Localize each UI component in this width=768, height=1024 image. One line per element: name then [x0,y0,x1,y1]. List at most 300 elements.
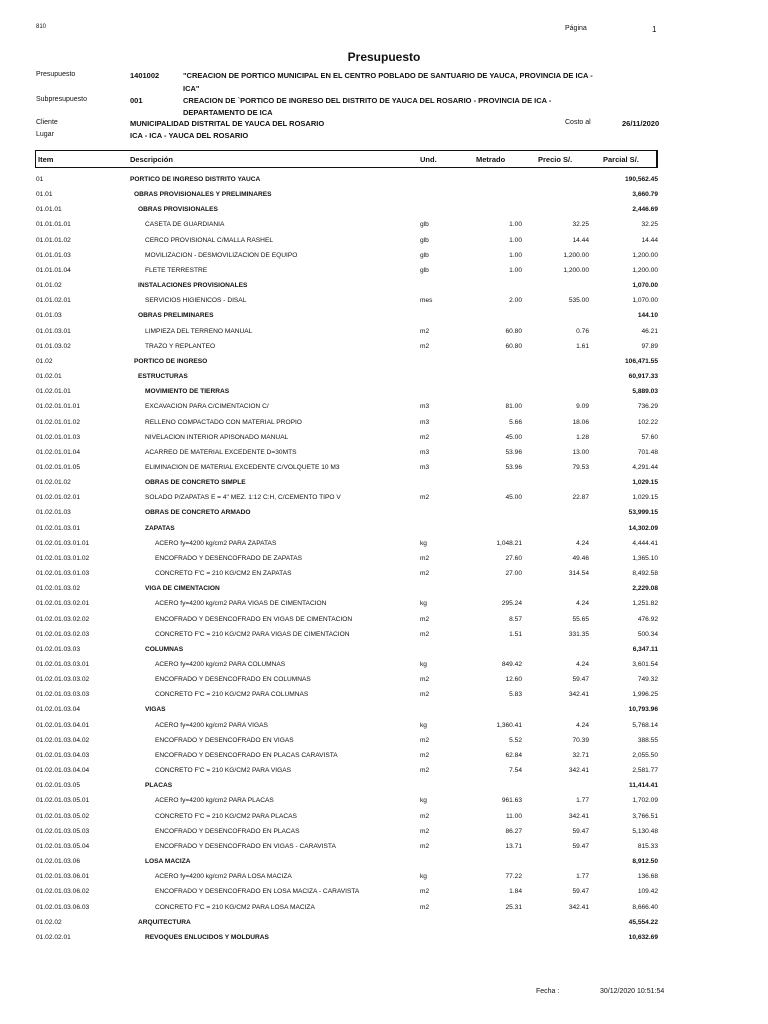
fecha-label: Fecha : [536,988,560,995]
item-description: EXCAVACION PARA C/CIMENTACION C/ [145,403,269,411]
table-row [0,794,768,809]
item-parcial: 6,347.11 [632,645,658,653]
item-parcial: 5,768.14 [632,721,658,729]
item-description: CONCRETO F'C = 210 KG/CM2 PARA VIGAS [155,767,292,775]
table-row [0,431,768,446]
table-row [0,355,768,370]
item-description: ACARREO DE MATERIAL EXCEDENTE D=30MTS [145,448,297,456]
table-row [0,416,768,431]
item-description: ACERO fy=4200 kg/cm2 PARA COLUMNAS [155,661,286,668]
item-parcial: 5,889.03 [632,388,658,396]
table-row [0,688,768,703]
item-code: 01.01.01.02 [36,236,71,244]
item-parcial: 11,414.41 [629,782,658,790]
item-code: 01.02.01.01 [36,388,71,396]
item-metrado: 5.66 [509,418,522,426]
item-metrado: 45.00 [505,433,522,441]
item-unit: m2 [420,676,430,684]
item-precio: 32.25 [572,221,589,229]
item-parcial: 45,554.22 [628,918,658,926]
table-row [0,309,768,324]
item-parcial: 60,917.33 [628,373,658,381]
item-description: COLUMNAS [145,645,184,653]
item-description: ENCOFRADO Y DESENCOFRADO EN COLUMNAS [155,676,311,684]
item-unit: m2 [420,554,430,562]
item-parcial: 701.48 [637,448,658,456]
col-header-metrado: Metrado [476,155,506,164]
item-metrado: 27.60 [505,554,522,562]
item-code: 01.02.01.03.03.02 [36,676,90,684]
item-code: 01.02.01.03.06 [36,858,80,866]
item-description: NIVELACION INTERIOR APISONADO MANUAL [145,433,289,441]
item-code: 01.01.03.02 [36,342,71,350]
item-unit: m2 [420,767,430,775]
item-precio: 59.47 [572,888,589,896]
item-description: REVOQUES ENLUCIDOS Y MOLDURAS [145,933,269,941]
item-precio: 342.41 [568,812,589,820]
item-description: VIGA DE CIMENTACION [145,585,220,593]
item-parcial: 736.29 [637,403,658,411]
page-number: 1 [652,25,657,34]
table-row [0,567,768,582]
item-unit: m3 [420,448,430,456]
item-precio: 1.28 [576,433,589,441]
item-parcial: 4,291.44 [632,463,658,471]
presupuesto-desc-1: "CREACION DE PORTICO MUNICIPAL EN EL CENTRO POBLADO DE SANTUARIO DE YAUCA, PROVINCIA DE ICA - [183,71,593,80]
item-parcial: 14,302.09 [628,524,658,532]
subpresupuesto-label: Subpresupuesto [36,96,87,103]
item-description: OBRAS PROVISIONALES Y PRELIMINARES [134,191,272,199]
item-description: VIGAS [145,706,166,714]
report-code: 810 [36,24,47,30]
item-parcial: 32.25 [641,221,658,229]
item-description: PLACAS [145,782,173,790]
item-code: 01.02.01.03.04 [36,706,80,714]
item-unit: mes [420,297,433,305]
table-row [0,885,768,900]
item-code: 01.02.01.02.01 [36,494,80,502]
budget-table-body [0,173,768,946]
table-row [0,234,768,249]
item-description: ENCOFRADO Y DESENCOFRADO EN VIGAS - CARAVISTA [155,842,336,850]
table-row [0,628,768,643]
item-description: OBRAS PROVISIONALES [138,206,218,214]
item-code: 01.01.03 [36,312,62,320]
item-description: CONCRETO F'C = 210 KG/CM2 PARA VIGAS DE CIMENTACION [155,630,350,638]
table-row [0,173,768,188]
item-metrado: 45.00 [505,494,522,502]
col-header-parcial: Parcial S/. [603,155,639,164]
item-description: ENCOFRADO Y DESENCOFRADO DE ZAPATAS [155,554,303,562]
item-code: 01.02.01.03.04.03 [36,751,90,759]
table-row [0,325,768,340]
item-parcial: 749.32 [637,676,658,684]
item-parcial: 97.89 [641,342,658,350]
col-header-precio: Precio S/. [538,155,573,164]
table-row [0,506,768,521]
item-metrado: 1.00 [509,251,522,259]
item-unit: m3 [420,463,430,471]
item-metrado: 849.42 [501,661,522,668]
item-description: ENCOFRADO Y DESENCOFRADO EN VIGAS DE CIMENTACION [155,615,353,623]
item-description: CASETA DE GUARDIANIA [145,221,225,229]
item-code: 01.02.01.03.01.01 [36,539,90,547]
item-code: 01.02.01.03 [36,509,71,517]
item-metrado: 11.00 [505,812,522,820]
item-unit: glb [420,266,429,274]
table-row [0,385,768,400]
item-precio: 13.00 [572,448,589,456]
item-parcial: 8,492.58 [632,570,658,578]
item-metrado: 53.96 [505,463,522,471]
item-precio: 342.41 [568,903,589,911]
item-unit: glb [420,221,429,229]
item-code: 01.02.01.03.03.01 [36,661,90,668]
table-row [0,901,768,916]
item-unit: m2 [420,342,430,350]
fecha-value: 30/12/2020 10:51:54 [600,988,665,995]
item-description: ELIMINACION DE MATERIAL EXCEDENTE C/VOLQUETE 10 M3 [145,463,340,471]
item-parcial: 8,666.40 [632,903,658,911]
item-unit: m3 [420,418,430,426]
item-code: 01.02.01.01.03 [36,433,80,441]
item-metrado: 295.24 [501,600,522,608]
item-description: CONCRETO F'C = 210 KG/CM2 PARA COLUMNAS [155,691,309,699]
item-code: 01.02.01.01.04 [36,448,80,456]
item-precio: 22.87 [572,494,589,502]
item-code: 01.02.01.03.05 [36,782,80,790]
item-metrado: 1,048.21 [496,539,522,547]
table-row [0,537,768,552]
item-parcial: 1,702.09 [632,797,658,805]
col-header-descripcion: Descripción [130,155,173,164]
item-precio: 18.06 [572,418,589,426]
item-parcial: 53,999.15 [628,509,658,517]
item-parcial: 1,251.82 [632,600,658,608]
cliente-label: Cliente [36,119,58,126]
item-parcial: 109.42 [637,888,658,896]
item-precio: 32.71 [572,751,589,759]
page-label: Página [565,25,587,32]
item-precio: 59.47 [572,842,589,850]
item-parcial: 3,601.54 [632,661,658,668]
item-code: 01.02.02 [36,918,62,926]
item-metrado: 1.84 [509,888,522,896]
item-unit: kg [420,600,427,608]
item-code: 01.02 [36,357,53,365]
item-precio: 49.46 [572,554,589,562]
item-unit: m2 [420,327,430,335]
item-unit: glb [420,251,429,259]
item-metrado: 2.00 [509,297,522,305]
item-description: OBRAS DE CONCRETO ARMADO [145,509,251,517]
item-code: 01.02.01.03.01.02 [36,554,90,562]
item-metrado: 1.00 [509,236,522,244]
table-row [0,734,768,749]
item-precio: 1.77 [576,797,589,805]
item-description: PORTICO DE INGRESO DISTRITO YAUCA [130,176,261,183]
item-description: CONCRETO F'C = 210 KG/CM2 EN ZAPATAS [155,570,292,578]
item-parcial: 10,632.69 [628,933,658,941]
item-description: OBRAS DE CONCRETO SIMPLE [145,479,246,487]
item-description: ESTRUCTURAS [138,373,188,381]
item-description: ARQUITECTURA [138,918,191,926]
item-unit: kg [420,661,427,668]
item-metrado: 12.60 [505,676,522,684]
item-precio: 55.65 [572,615,589,623]
item-unit: m2 [420,691,430,699]
item-metrado: 60.80 [505,342,522,350]
item-unit: m2 [420,812,430,820]
item-unit: m2 [420,751,430,759]
item-parcial: 190,562.45 [624,176,658,183]
item-code: 01.02.01.03.01.03 [36,570,90,578]
presupuesto-label: Presupuesto [36,71,76,78]
item-code: 01.02.01.03.01 [36,524,80,532]
item-parcial: 1,996.25 [632,691,658,699]
lugar-value: ICA - ICA - YAUCA DEL ROSARIO [130,131,249,140]
item-code: 01.01.01.01 [36,221,71,229]
col-header-item: Item [38,155,54,164]
table-row [0,491,768,506]
item-unit: m2 [420,630,430,638]
item-code: 01.02.01.03.05.04 [36,842,90,850]
item-parcial: 2,055.50 [632,751,658,759]
item-description: ZAPATAS [145,524,175,532]
item-code: 01.01.01 [36,206,62,214]
item-parcial: 1,200.00 [632,266,658,274]
cliente-value: MUNICIPALIDAD DISTRITAL DE YAUCA DEL ROSARIO [130,119,325,128]
item-parcial: 2,229.08 [632,585,658,593]
table-row [0,810,768,825]
table-row [0,400,768,415]
item-description: MOVILIZACION - DESMOVILIZACION DE EQUIPO [145,251,298,259]
item-parcial: 1,029.15 [632,479,658,487]
page-title: Presupuesto [347,50,421,64]
item-precio: 1,200.00 [563,266,589,274]
item-precio: 79.53 [572,463,589,471]
item-code: 01.01.01.03 [36,251,71,259]
item-precio: 4.24 [576,600,589,608]
item-description: SERVICIOS HIGIENICOS - DISAL [145,297,247,305]
presupuesto-desc-2: ICA" [183,84,200,93]
item-metrado: 27.00 [505,570,522,578]
item-code: 01.02.01 [36,373,62,381]
item-description: LOSA MACIZA [145,858,191,866]
item-code: 01.02.01.03.05.02 [36,812,90,820]
item-description: ACERO fy=4200 kg/cm2 PARA ZAPATAS [155,539,277,547]
item-metrado: 81.00 [505,403,522,411]
item-parcial: 144.10 [637,312,658,320]
table-row [0,764,768,779]
item-parcial: 2,581.77 [632,767,658,775]
item-metrado: 60.80 [505,327,522,335]
item-code: 01.01.02 [36,282,62,290]
table-row [0,279,768,294]
item-parcial: 10,793.96 [628,706,658,714]
item-code: 01.02.01.03.04.01 [36,721,90,729]
item-code: 01.02.01.03.02.03 [36,630,90,638]
item-parcial: 476.92 [637,615,658,623]
table-row [0,749,768,764]
item-metrado: 8.57 [509,615,522,623]
item-precio: 4.24 [576,721,589,729]
table-row [0,673,768,688]
item-parcial: 500.34 [637,630,658,638]
item-description: CONCRETO F'C = 210 KG/CM2 PARA PLACAS [155,812,297,820]
item-description: INSTALACIONES PROVISIONALES [138,282,248,290]
item-code: 01.02.01.01.01 [36,403,80,411]
item-description: RELLENO COMPACTADO CON MATERIAL PROPIO [145,418,302,426]
table-row [0,658,768,673]
item-unit: m2 [420,494,430,502]
item-metrado: 25.31 [505,903,522,911]
item-description: SOLADO P/ZAPATAS E = 4" MEZ. 1:12 C:H, C/CEMENTO TIPO V [145,494,341,502]
item-code: 01.01.01.04 [36,266,71,274]
item-parcial: 57.60 [641,433,658,441]
item-precio: 342.41 [568,767,589,775]
subpresupuesto-desc-1: CREACION DE `PORTICO DE INGRESO DEL DISTRITO DE YAUCA DEL ROSARIO - PROVINCIA DE ICA - [183,96,552,105]
item-metrado: 62.84 [505,751,522,759]
item-description: ENCOFRADO Y DESENCOFRADO EN LOSA MACIZA - CARAVISTA [155,888,360,896]
item-unit: kg [420,539,427,547]
item-parcial: 3,766.51 [632,812,658,820]
item-unit: m2 [420,842,430,850]
item-precio: 1.61 [576,342,589,350]
item-description: TRAZO Y REPLANTEO [145,342,216,350]
item-metrado: 5.83 [509,691,522,699]
item-unit: m2 [420,570,430,578]
item-precio: 9.09 [576,403,589,411]
col-header-und: Und. [420,155,437,164]
table-row [0,188,768,203]
table-row [0,703,768,718]
table-row [0,264,768,279]
item-code: 01.02.01.03.06.02 [36,888,90,896]
item-unit: kg [420,721,427,729]
item-parcial: 1,029.15 [632,494,658,502]
item-parcial: 3,660.79 [632,191,658,199]
item-unit: kg [420,797,427,805]
item-precio: 1.77 [576,873,589,881]
item-description: ACERO fy=4200 kg/cm2 PARA VIGAS [155,721,268,729]
item-parcial: 106,471.55 [624,357,658,365]
item-description: ENCOFRADO Y DESENCOFRADO EN PLACAS [155,827,300,835]
table-row [0,203,768,218]
item-unit: m2 [420,827,430,835]
costo-label: Costo al [565,119,591,126]
item-parcial: 4,444.41 [632,539,658,547]
item-description: ACERO fy=4200 kg/cm2 PARA LOSA MACIZA [155,873,292,881]
item-code: 01.02.01.03.05.03 [36,827,90,835]
item-code: 01.02.01.03.04.04 [36,767,90,775]
item-parcial: 2,446.69 [632,206,658,214]
item-parcial: 46.21 [641,327,658,335]
table-row [0,931,768,946]
item-parcial: 14.44 [641,236,658,244]
item-description: CERCO PROVISIONAL C/MALLA RASHEL [145,236,274,244]
item-code: 01.02.01.03.03.03 [36,691,90,699]
table-row [0,476,768,491]
table-row [0,552,768,567]
item-precio: 0.76 [576,327,589,335]
item-parcial: 815.33 [637,842,658,850]
item-unit: glb [420,236,429,244]
item-parcial: 1,365.10 [632,554,658,562]
item-parcial: 136.68 [637,873,658,881]
item-description: ACERO fy=4200 kg/cm2 PARA VIGAS DE CIMENTACION [155,600,327,608]
item-code: 01.02.01.03.02.01 [36,600,90,608]
table-row [0,840,768,855]
item-code: 01.02.01.01.05 [36,463,80,471]
table-row [0,825,768,840]
item-metrado: 1,360.41 [496,721,522,729]
item-metrado: 961.63 [501,797,522,805]
item-parcial: 1,070.00 [632,282,658,290]
table-row [0,597,768,612]
item-description: PORTICO DE INGRESO [134,357,208,365]
item-unit: m2 [420,888,430,896]
costo-date: 26/11/2020 [622,119,660,128]
item-description: FLETE TERRESTRE [145,266,208,274]
item-precio: 59.47 [572,676,589,684]
item-code: 01.02.01.03.02 [36,585,80,593]
presupuesto-code: 1401002 [130,71,160,80]
item-unit: m2 [420,433,430,441]
item-parcial: 5,130.48 [632,827,658,835]
item-parcial: 1,200.00 [632,251,658,259]
item-precio: 4.24 [576,539,589,547]
item-code: 01.02.01.01.02 [36,418,80,426]
item-parcial: 388.55 [637,736,658,744]
item-unit: m2 [420,736,430,744]
item-description: ACERO fy=4200 kg/cm2 PARA PLACAS [155,797,274,805]
item-metrado: 86.27 [505,827,522,835]
item-unit: m2 [420,615,430,623]
item-code: 01.02.02.01 [36,933,71,941]
item-metrado: 1.51 [509,630,522,638]
item-unit: m3 [420,403,430,411]
item-metrado: 77.22 [505,873,522,881]
item-code: 01.01.03.01 [36,327,71,335]
item-precio: 70.39 [572,736,589,744]
item-code: 01.02.01.03.03 [36,645,80,653]
item-precio: 342.41 [568,691,589,699]
item-precio: 314.54 [568,570,589,578]
table-row [0,613,768,628]
item-metrado: 5.52 [509,736,522,744]
item-code: 01.02.01.02 [36,479,71,487]
table-row [0,249,768,264]
item-code: 01.02.01.03.06.03 [36,903,90,911]
table-row [0,370,768,385]
item-description: OBRAS PRELIMINARES [138,312,214,320]
item-parcial: 1,070.00 [632,297,658,305]
item-precio: 4.24 [576,661,589,668]
table-row [0,218,768,233]
item-code: 01.02.01.03.02.02 [36,615,90,623]
lugar-label: Lugar [36,131,54,138]
table-row [0,870,768,885]
item-precio: 14.44 [572,236,589,244]
table-row [0,461,768,476]
table-row [0,916,768,931]
table-row [0,340,768,355]
item-precio: 1,200.00 [563,251,589,259]
item-code: 01.01 [36,191,53,199]
table-row [0,294,768,309]
item-code: 01 [36,176,44,183]
